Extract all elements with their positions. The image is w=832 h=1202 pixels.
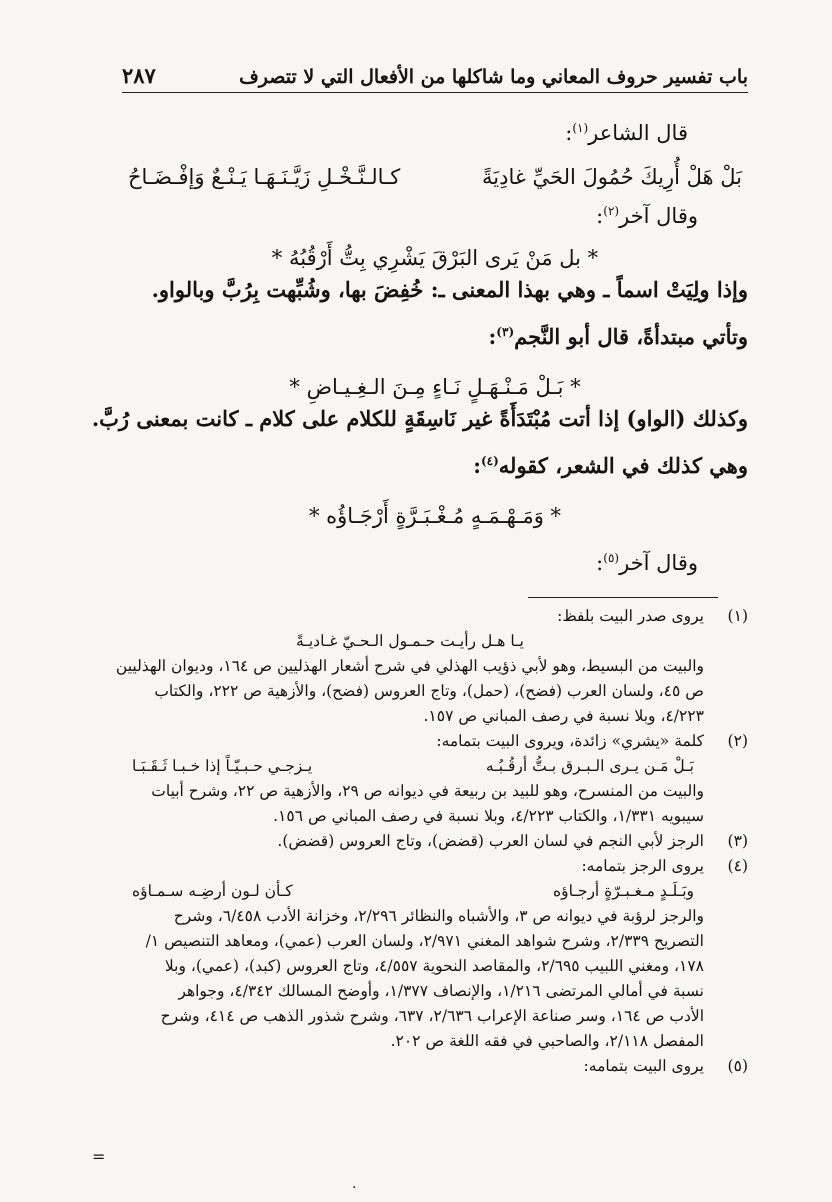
footnote-number: (٣) (727, 832, 748, 850)
paragraph-2: وتأتي مبتدأةً، قال أبو النَّجم$^{(٣)}$: (488, 324, 748, 349)
verse-3: * بَـلْ مَـنْـهَـلٍ نَـاءٍ مِـنَ الـغِـيـاضِ * (289, 375, 581, 399)
paragraph-3: وكذلك (الواو) إذا أتت مُبْتَدَأَةً غير نَاسِقَةٍ للكلام على كلام ـ كانت بمعنى رُبَّ. (91, 406, 748, 431)
footnote-ref-1[interactable]: (١) (572, 121, 589, 135)
margin-mark: = (92, 1147, 106, 1166)
chapter-title: باب تفسير حروف المعاني وما شاكلها من الأفعال التي لا تتصرف (239, 66, 748, 88)
footnote-3: (٣) الرجز لأبي النجم في لسان العرب (قضض)، وتاج العروس (قضض). (122, 829, 748, 854)
footnote-1: (١) يروى صدر البيت بلفظ: يـا هـل رأيـت حـمـول الـحـيّ غـاديـةً والبيت من البسيط، وهو لأبي ذؤيب الهذلي في شرح أشعار الهذليين ص ١٦٤، وديوان الهذليين ص ٤٥، ولسان العرب (فضح)، (حمل)، وتاج العروس (فضح)، والأزهية ص ٢٢٢، والكتاب ٤/٢٢٣، وبلا نسبة في رصف المباني ص ١٥٧. (122, 604, 748, 729)
verse-4: * وَمَـهْـمَـهٍ مُـغْـبَـرَّةٍ أَرْجَـاؤُه * (308, 504, 562, 528)
footnote-number: (٢) (727, 732, 748, 750)
hemistich-left: كـالـنَّـخْـلِ زَيَّـنَـهَـا يَـنْـعٌ وَإفْـضَـاحُ (128, 165, 401, 189)
page-header (122, 58, 748, 93)
verse-2: * بل مَنْ يَرى البَرْقَ يَشْرِي بِتُّ أَرْقُبُهُ * (271, 246, 599, 270)
footnote-ref-4[interactable]: (٤) (480, 454, 499, 468)
page-number: ٢٨٧ (122, 63, 156, 88)
footnote-5: (٥) يروى البيت بتمامه: (122, 1054, 748, 1079)
footnote-ref-3[interactable]: (٣) (496, 325, 515, 339)
footnote-ref-2[interactable]: (٢) (603, 204, 620, 218)
stray-dot: · (352, 1180, 357, 1196)
footnote-couplet: بَـلْ مَـن يـرى الـبـرق بـتُّ أرقُـبُـه يـزجـي حـبـيّـاً إذا خـبـا ثَـقَـبَـا (132, 757, 694, 775)
footnote-ref-5[interactable]: (٥) (603, 551, 620, 565)
footnote-4: (٤) يروى الرجز بتمامه: وبَـلَـدٍ مـغـبـرّةٍ أرجـاؤه كـأن لـون أرضِـه سـمـاؤه والرجز لرؤبة في ديوانه ص ٣، والأشباه والنظائر ٢/٢٩٦، وخزانة الأدب ٦/٤٥٨، وشرح التصريح ٢/٣٣٩، وشرح شواهد المغني ٢/٩٧١، ولسان العرب (عمي)، ومعاهد التنصيص ١/ ١٧٨، ومغني اللبيب ٢/٦٩٥، والمقاصد النحوية ٤/٥٥٧، وتاج العروس (كبد)، (عمي)، وبلا نسبة في أمالي المرتضى ١/٢١٦، والإنصاف ١/٣٧٧، وأوضح المسالك ٤/٣٤٢، وجواهر الأدب ص ١٦٤، وسر صناعة الإعراب ٢/٦٣٦، ٦٣٧، وشرح شذور الذهب ص ٤١٤، وشرح المفصل ٢/١١٨، والصاحبي في فقه اللغة ص ٢٠٢. (122, 854, 748, 1054)
footnote-couplet: وبَـلَـدٍ مـغـبـرّةٍ أرجـاؤه كـأن لـون أرضِـه سـمـاؤه (132, 882, 694, 900)
footnote-number: (١) (727, 607, 748, 625)
quote-intro-1: قال الشاعر$^{(١)}$: (565, 121, 688, 145)
quote-intro-5: وقال آخر$^{(٥)}$: (596, 551, 698, 575)
paragraph-1: وإذا ولِيَتْ اسماً ـ وهي بهذا المعنى ـ: خُفِضَ بها، وشُبِّهت بِرُبَّ وبالواو. (151, 277, 748, 302)
hemistich-right: بَلْ هَلْ أُرِيكَ حُمُولَ الحَيِّ غادِيَةً (482, 165, 742, 189)
footnote-2: (٢) كلمة «يشري» زائدة، ويروى البيت بتمامه: بَـلْ مَـن يـرى الـبـرق بـتُّ أرقُـبُـه يـزجـي حـبـيّـاً إذا خـبـا ثَـقَـبَـا والبيت من المنسرح، وهو للبيد بن ربيعة في ديوانه ص ٢٩، والأزهية ص ٢٢، وشرح أبيات سيبويه ١/٣٣١، والكتاب ٤/٢٢٣، وبلا نسبة في رصف المباني ص ١٥٦. (122, 729, 748, 829)
main-text (91, 112, 748, 579)
footnote-number: (٥) (727, 1057, 748, 1075)
footnote-number: (٤) (727, 857, 748, 875)
paragraph-4: وهي كذلك في الشعر، كقوله$^{(٤)}$: (473, 453, 748, 478)
verse-couplet-1 (122, 159, 748, 195)
footnote-verse: يـا هـل رأيـت حـمـول الـحـيّ غـاديـةً (296, 632, 524, 650)
footnote-separator (528, 597, 718, 598)
footnotes (115, 604, 748, 1079)
quote-intro-2: وقال آخر$^{(٢)}$: (596, 204, 698, 228)
